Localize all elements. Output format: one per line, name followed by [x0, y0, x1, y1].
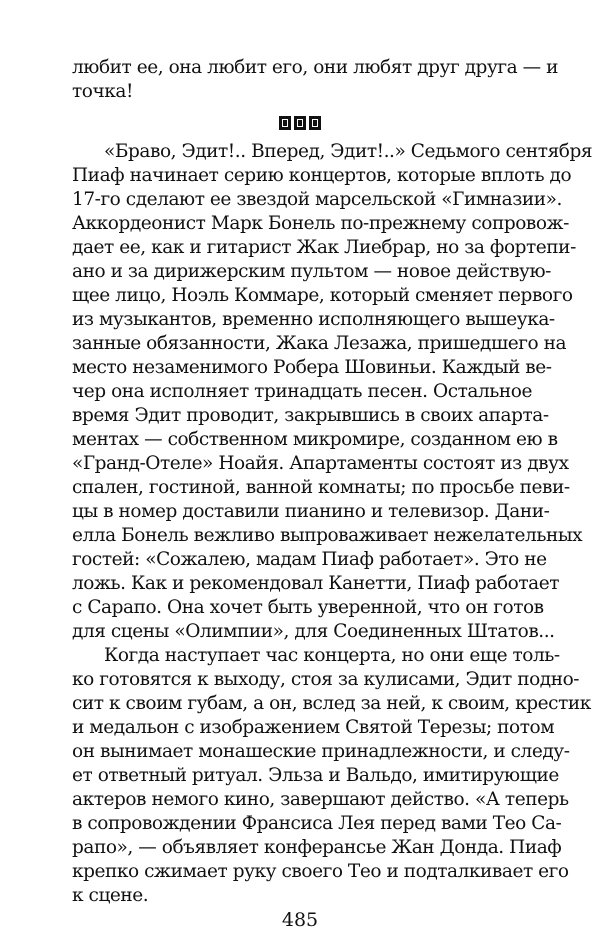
text-line: Аккордеонист Марк Бонель по-прежнему сопровож-: [72, 213, 569, 234]
text-line: из музыкантов, временно исполняющего вышеука-: [72, 309, 555, 330]
text-line: крепко сжимает руку своего Тео и подталкивает его: [72, 861, 569, 882]
text-line: Пиаф начинает серию концертов, которые вплоть до: [72, 165, 572, 186]
text-line: «Браво, Эдит!.. Вперед, Эдит!..» Седьмого сентября: [104, 141, 593, 162]
text-line: Когда наступает час концерта, но они еще толь-: [104, 645, 560, 666]
text-line: чер она исполняет тринадцать песен. Остальное: [72, 381, 532, 402]
text-line: рапо», — объявляет конферансье Жан Донда. Пиаф: [72, 837, 562, 858]
text-line: ано и за дирижерским пультом — новое действую-: [72, 261, 551, 282]
text-line: актеров немого кино, завершают действо. «А теперь: [72, 789, 569, 810]
text-line: с Сарапо. Она хочет быть уверенной, что он готов: [72, 597, 544, 618]
text-line: любит ее, она любит его, они любят друг друга — и: [72, 57, 558, 78]
text-line: для сцены «Олимпии», для Соединенных Штатов...: [72, 621, 555, 642]
divider-block-icon: [294, 116, 306, 130]
text-line: занные обязанности, Жака Лезажа, пришедшего на: [72, 333, 567, 354]
text-line: ложь. Как и рекомендовал Канетти, Пиаф работает: [72, 573, 559, 594]
text-line: точка!: [72, 81, 133, 102]
text-line: и медальон с изображением Святой Терезы; потом: [72, 717, 555, 738]
page-number: 485: [281, 909, 319, 931]
divider-block-icon: [309, 116, 321, 130]
text-line: 17-го сделают ее звездой марсельской «Гимназии».: [72, 189, 562, 210]
text-line: он вынимает монашеские принадлежности, и следу-: [72, 741, 570, 762]
text-line: цы в номер доставили пианино и телевизор. Дани-: [72, 501, 550, 522]
text-line: сит к своим губам, а он, вслед за ней, к своим, крестик: [72, 693, 591, 714]
text-line: щее лицо, Ноэль Коммаре, который сменяет первого: [72, 285, 573, 306]
text-line: ко готовятся к выходу, стоя за кулисами, Эдит подно-: [72, 669, 580, 690]
text-line: гостей: «Сожалею, мадам Пиаф работает». Это не: [72, 549, 547, 570]
text-line: дает ее, как и гитарист Жак Лиебрар, но за фортепи-: [72, 237, 576, 258]
text-line: место незаменимого Робера Шовиньи. Каждый ве-: [72, 357, 552, 378]
text-line: ет ответный ритуал. Эльза и Вальдо, имитирующие: [72, 765, 559, 786]
section-divider-ornament: [279, 116, 321, 132]
divider-block-icon: [279, 116, 291, 130]
text-line: к сцене.: [72, 885, 149, 906]
text-line: ментах — собственном микромире, созданном ею в: [72, 429, 558, 450]
text-line: в сопровождении Франсиса Лея перед вами Тео Са-: [72, 813, 562, 834]
text-line: «Гранд-Отеле» Ноайя. Апартаменты состоят из двух: [72, 453, 569, 474]
text-line: спален, гостиной, ванной комнаты; по просьбе певи-: [72, 477, 570, 498]
text-line: время Эдит проводит, закрывшись в своих апарта-: [72, 405, 549, 426]
text-line: елла Бонель вежливо выпроваживает нежелательных: [72, 525, 583, 546]
